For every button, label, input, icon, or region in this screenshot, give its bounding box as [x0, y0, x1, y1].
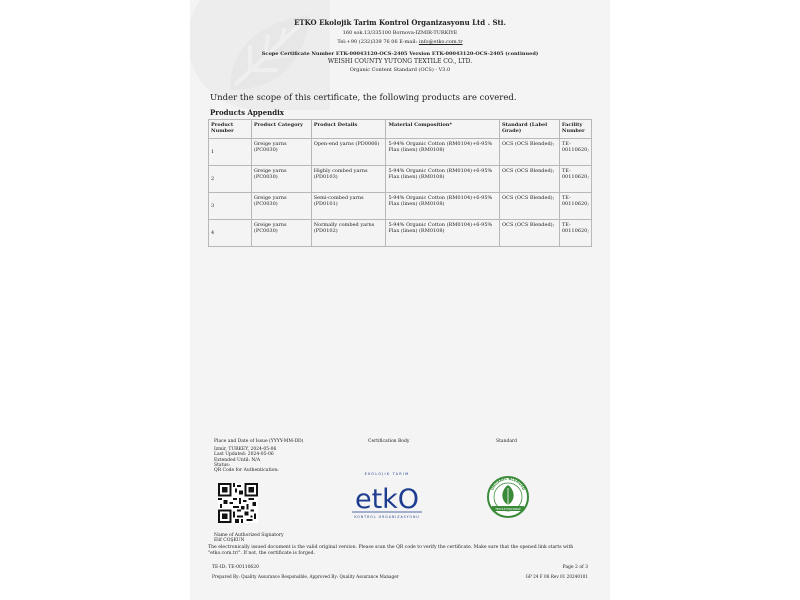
products-table: [208, 119, 592, 247]
signatory-name: Elif COŞKUN: [214, 538, 245, 544]
qr-label: QR Code for Authentication:: [214, 468, 279, 474]
contact-prefix: Tel:+90 (232)339 76 06 E-mail:: [337, 39, 418, 45]
cell-facility: TE-00110620;: [559, 193, 591, 220]
cell-number: 4: [209, 220, 252, 247]
cell-facility: TE-00110620;: [559, 220, 591, 247]
cell-composition: 5-94% Organic Cotton (RM0104)+6-95% Flax (linen) (RM0108): [386, 166, 500, 193]
page-number: Page 2 of 3: [562, 565, 588, 570]
cell-standard: OCS (OCS Blended);: [500, 139, 560, 166]
cell-category: Greige yarns (PC0030): [251, 139, 311, 166]
org-contact: [190, 39, 610, 45]
cell-standard: OCS (OCS Blended);: [500, 193, 560, 220]
cell-composition: 5-94% Organic Cotton (RM0104)+6-95% Flax (linen) (RM0108): [386, 193, 500, 220]
scope-statement: Under the scope of this certificate, the following products are covered.: [210, 93, 517, 103]
cell-number: 3: [209, 193, 252, 220]
cell-details: Semi-combed yarns (PD0101): [311, 193, 386, 220]
cell-number: 1: [209, 139, 252, 166]
seal-bottom-text: TEXTILE EXCHANGE: [495, 507, 521, 511]
certificate-page: [190, 0, 610, 600]
cell-category: Greige yarns (PC0030): [251, 193, 311, 220]
place-date-label: Place and Date of Issue (YYYY-MM-DD): [214, 439, 304, 444]
cell-composition: 5-94% Organic Cotton (RM0104)+6-95% Flax (linen) (RM0108): [386, 139, 500, 166]
last-updated: Last Updated: 2024-05-06: [214, 452, 274, 458]
cell-facility: TE-00110620;: [559, 139, 591, 166]
te-id: TE-ID: TE-00110620: [212, 565, 260, 570]
cell-standard: OCS (OCS Blended);: [500, 166, 560, 193]
etko-logo-icon: [342, 466, 432, 526]
org-name: ETKO Ekolojik Tarim Kontrol Organizasyonu Ltd . Sti.: [294, 18, 506, 27]
seal-top-text: ORGANIC BLENDED: [490, 476, 526, 491]
col-header: Standard (Label Grade): [500, 120, 560, 139]
cert-body-label: Certification Body: [368, 439, 410, 444]
col-header: Facility Number: [559, 120, 591, 139]
issue-details: [214, 447, 279, 473]
signatory-label: Name of Authorized Signatory: [214, 533, 284, 538]
company-name: WEISHI COUNTY YUTONG TEXTILE CO., LTD.: [327, 58, 473, 65]
prepared-by: Prepared By: Quality Assurance Responsible, Approved By: Quality Assurance Manager: [212, 574, 399, 579]
cell-details: Normally combed yarns (PD0102): [311, 220, 386, 247]
cell-details: Highly combed yarns (PD0103): [311, 166, 386, 193]
table-row: [209, 220, 592, 247]
signatory-block: [214, 533, 283, 544]
logo-top-text: EKOLOJIK TARIM: [364, 472, 410, 476]
cell-composition: 5-94% Organic Cotton (RM0104)+6-95% Flax (linen) (RM0108): [386, 220, 500, 247]
extended-until: Extended Until: N/A: [214, 457, 261, 463]
cell-number: 2: [209, 166, 252, 193]
standard-name: Organic Content Standard (OCS) - V3.0: [349, 67, 451, 73]
col-header: Product Details: [311, 120, 386, 139]
logo-wordmark: etkO: [354, 484, 420, 515]
table-row: [209, 193, 592, 220]
cell-details: Open-end yarns (PD0066): [311, 139, 386, 166]
table-row: [209, 139, 592, 166]
scope-cert-number: Scope Certificate Number ETK-00043120-OCS-2405 Version ETK-00043120-OCS-2405 (continued): [261, 51, 539, 57]
appendix-title: Products Appendix: [210, 108, 284, 117]
ocs-blended-seal-icon: [486, 472, 530, 522]
col-header: Product Number: [209, 120, 252, 139]
cell-category: Greige yarns (PC0030): [251, 166, 311, 193]
qr-code-icon[interactable]: [218, 483, 258, 523]
col-header: Material Composition*: [386, 120, 500, 139]
standard-label: Standard: [496, 439, 518, 444]
org-address: 160 sok.13/335100 Bornova-IZMIR-TURKIYE: [342, 30, 458, 36]
table-row: [209, 166, 592, 193]
issue-place-date: Izmir, TURKEY, 2024-05-06: [214, 447, 277, 452]
status-label: Status:: [214, 462, 231, 468]
logo-bottom-text: KONTROL ORGANIZASYONU: [354, 515, 420, 519]
table-header-row: [209, 120, 592, 139]
col-header: Product Category: [251, 120, 311, 139]
verification-note: The electronically issued document is the valid original version. Please scan the QR code to verify the certificate. Make sure that the opened link starts with "etko.com.tr/". If not, the certificate is forged.: [208, 545, 574, 556]
cell-standard: OCS (OCS Blended);: [500, 220, 560, 247]
form-code: GP 24 F 08 Rev 01 20240101: [525, 574, 588, 579]
cell-facility: TE-00110620;: [559, 166, 591, 193]
cell-category: Greige yarns (PC0030): [251, 220, 311, 247]
email-link[interactable]: info@etko.com.tr: [418, 39, 463, 45]
